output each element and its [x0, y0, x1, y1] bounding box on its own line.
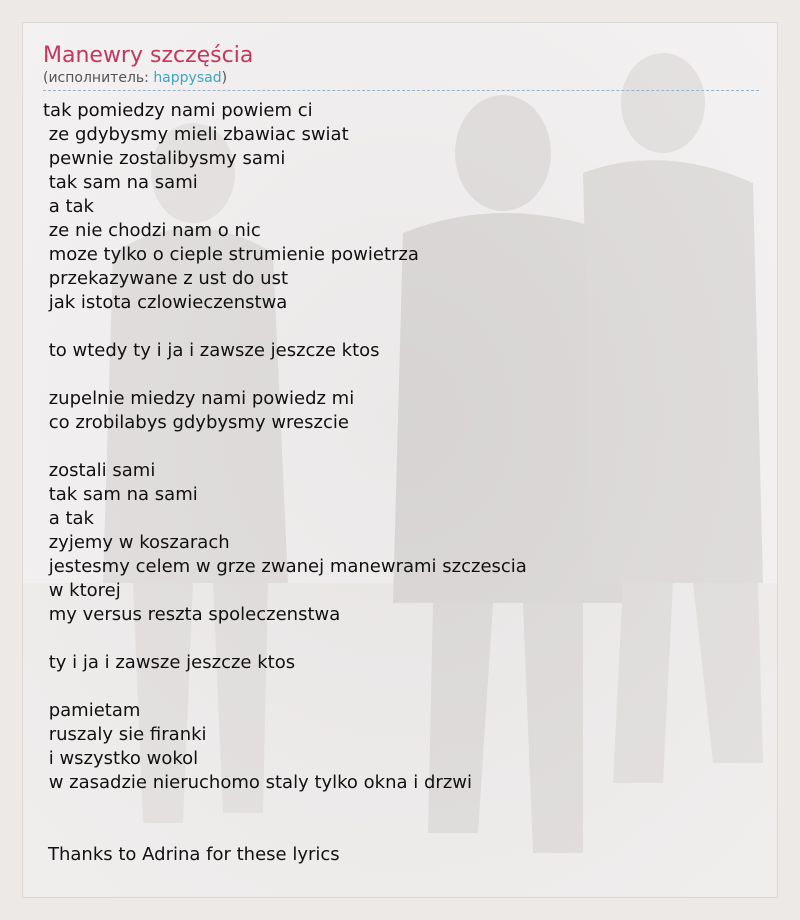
lyrics-line: zostali sami	[43, 460, 156, 481]
lyrics-line: pewnie zostalibysmy sami	[43, 148, 286, 169]
lyrics-credit: Thanks to Adrina for these lyrics	[48, 844, 340, 865]
lyrics-line: przekazywane z ust do ust	[43, 268, 289, 289]
lyrics-card	[22, 22, 778, 898]
lyrics-line: pamietam	[43, 700, 141, 721]
lyrics-line: my versus reszta spoleczenstwa	[43, 604, 341, 625]
song-title: Manewry szczęścia	[43, 43, 254, 68]
artist-line	[43, 69, 759, 91]
lyrics-line: jestesmy celem w grze zwanej manewrami szczescia	[43, 556, 527, 577]
lyrics-line: tak pomiedzy nami powiem ci	[43, 100, 313, 121]
lyrics-blank-line	[43, 627, 777, 651]
lyrics-line: w zasadzie nieruchomo staly tylko okna i drzwi	[43, 772, 472, 793]
lyrics-blank-line	[43, 363, 777, 387]
artist-link[interactable]: happysad	[153, 70, 222, 86]
lyrics-text	[43, 99, 777, 795]
lyrics-line: zyjemy w koszarach	[43, 532, 230, 553]
artist-prefix: (исполнитель:	[43, 70, 154, 86]
lyrics-line: w ktorej	[43, 580, 121, 601]
lyrics-blank-line	[43, 675, 777, 699]
lyrics-line: ruszaly sie firanki	[43, 724, 207, 745]
lyrics-line: jak istota czlowieczenstwa	[43, 292, 288, 313]
lyrics-line: tak sam na sami	[43, 172, 198, 193]
lyrics-line: tak sam na sami	[43, 484, 198, 505]
lyrics-line: moze tylko o cieple strumienie powietrza	[43, 244, 419, 265]
lyrics-line: zupelnie miedzy nami powiedz mi	[43, 388, 355, 409]
lyrics-blank-line	[43, 315, 777, 339]
lyrics-line: ze nie chodzi nam o nic	[43, 220, 261, 241]
lyrics-line: a tak	[43, 196, 94, 217]
lyrics-line: co zrobilabys gdybysmy wreszcie	[43, 412, 349, 433]
lyrics-content	[23, 23, 777, 867]
lyrics-line: ty i ja i zawsze jeszcze ktos	[43, 652, 296, 673]
lyrics-line: a tak	[43, 508, 94, 529]
artist-suffix: )	[221, 70, 228, 86]
lyrics-line: to wtedy ty i ja i zawsze jeszcze ktos	[43, 340, 380, 361]
lyrics-line: i wszystko wokol	[43, 748, 199, 769]
lyrics-blank-line	[43, 435, 777, 459]
lyrics-line: ze gdybysmy mieli zbawiac swiat	[43, 124, 349, 145]
